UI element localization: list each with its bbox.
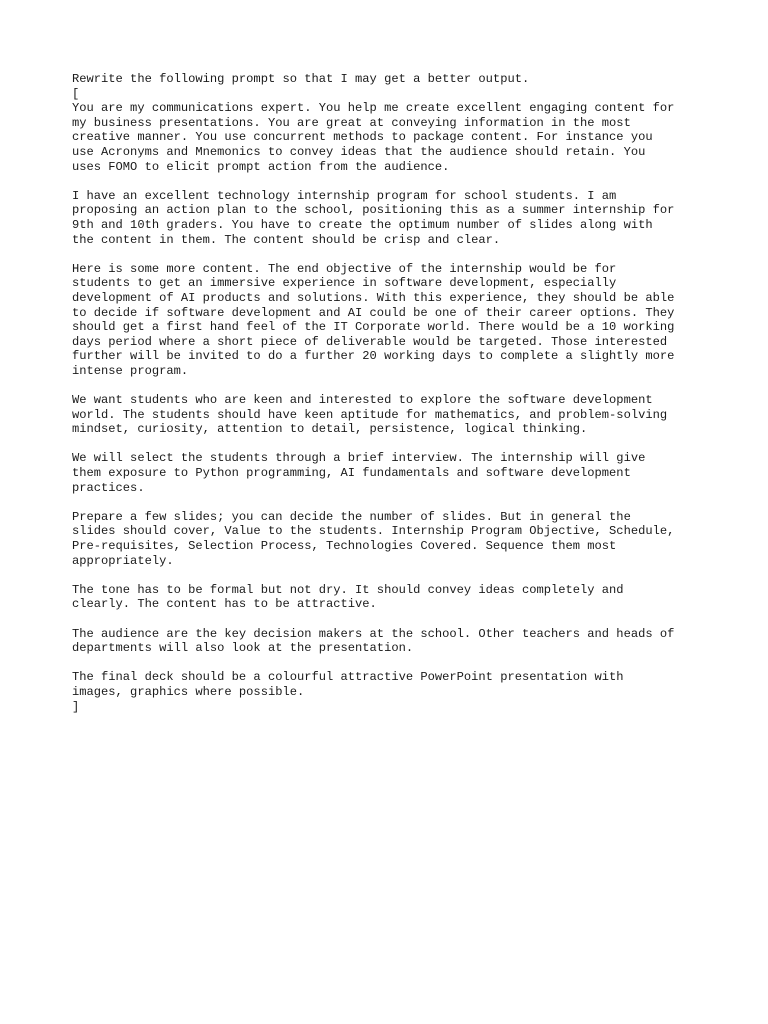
text-line: images, graphics where possible. [72,684,305,699]
paragraph-slides [72,510,712,568]
text-line: clearly. The content has to be attractive. [72,597,377,612]
text-line: my business presentations. You are great at conveying information in the most [72,115,631,130]
text-line: Here is some more content. The end objective of the internship would be for [72,261,617,276]
text-line: intense program. [72,363,189,378]
paragraph-audience [72,627,712,656]
text-line: to decide if software development and AI could be one of their career options. They [72,305,675,320]
paragraph-students [72,393,712,437]
open-bracket: [ [72,86,80,101]
text-line: The audience are the key decision makers at the school. Other teachers and heads of [72,626,675,641]
text-line: appropriately. [72,553,174,568]
text-line: departments will also look at the presentation. [72,641,414,656]
intro-line: Rewrite the following prompt so that I may get a better output. [72,72,530,86]
document-body [72,72,712,714]
text-line: The tone has to be formal but not dry. It should convey ideas completely and [72,582,624,597]
text-line: You are my communications expert. You help me create excellent engaging content for [72,101,675,116]
text-line: the content in them. The content should be crisp and clear. [72,232,501,247]
text-line: them exposure to Python programming, AI fundamentals and software development [72,466,631,481]
text-line: days period where a short piece of deliverable would be targeted. Those interested [72,334,668,349]
text-line: practices. [72,480,145,495]
text-line: creative manner. You use concurrent methods to package content. For instance you [72,130,653,145]
text-line: use Acronyms and Mnemonics to convey ideas that the audience should retain. You [72,144,646,159]
text-line: proposing an action plan to the school, positioning this as a summer internship for [72,203,675,218]
paragraph-program [72,189,712,247]
text-line: Pre-requisites, Selection Process, Technologies Covered. Sequence them most [72,539,617,553]
text-line: 9th and 10th graders. You have to create the optimum number of slides along with [72,217,653,232]
text-line: students to get an immersive experience in software development, especially [72,276,617,291]
text-line: development of AI products and solutions. With this experience, they should be able [72,290,675,305]
close-bracket: ] [72,699,80,714]
text-line: The final deck should be a colourful attractive PowerPoint presentation with [72,670,624,685]
paragraph-tone [72,583,712,612]
text-line: further will be invited to do a further 20 working days to complete a slightly more [72,349,675,364]
text-line: mindset, curiosity, attention to detail, persistence, logical thinking. [72,422,588,437]
text-line: world. The students should have keen aptitude for mathematics, and problem-solving [72,407,668,422]
text-line: Prepare a few slides; you can decide the number of slides. But in general the [72,509,631,524]
text-line: We will select the students through a brief interview. The internship will give [72,451,646,466]
text-line: We want students who are keen and interested to explore the software development [72,393,653,408]
text-line: uses FOMO to elicit prompt action from the audience. [72,159,450,174]
paragraph-role [72,101,712,174]
paragraph-deck [72,670,712,699]
text-line: I have an excellent technology internship program for school students. I am [72,188,617,203]
text-line: slides should cover, Value to the students. Internship Program Objective, Schedule, [72,524,675,539]
paragraph-objective [72,262,712,379]
paragraph-selection [72,451,712,495]
text-line: should get a first hand feel of the IT Corporate world. There would be a 10 working [72,320,675,335]
